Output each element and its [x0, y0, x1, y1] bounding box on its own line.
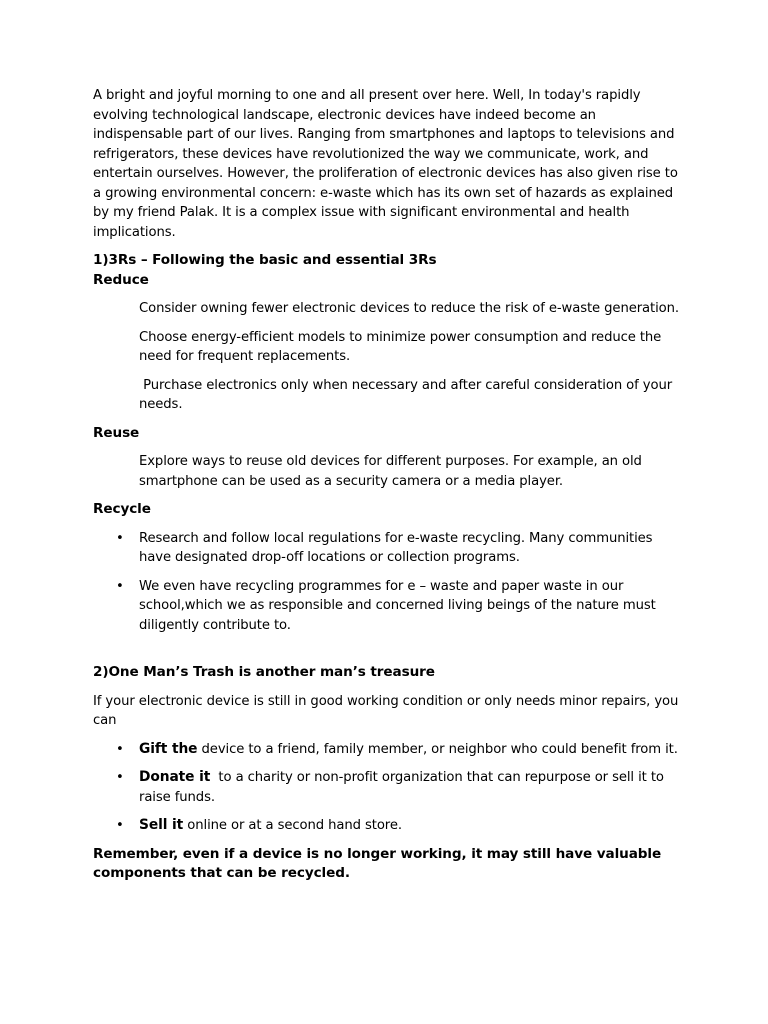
option-donate — [139, 768, 683, 807]
recycle-list — [93, 529, 683, 636]
option-lead: Gift the — [139, 740, 198, 757]
intro-paragraph: A bright and joyful morning to one and all present over here. Well, In today's rapidly evolving technological landscape, electronic devices have indeed become an indispensable part of our lives. Ranging from smartphones and laptops to televisions and refrigerators, these devices have revolutionized the way we communicate, work, and entertain ourselves. However, the proliferation of electronic devices has also given rise to a growing environmental concern: e-waste which has its own set of hazards as explained by my friend Palak. It is a complex issue with significant environmental and health implications. — [93, 88, 678, 240]
reduce-item: Consider owning fewer electronic devices to reduce the risk of e-waste generation. — [139, 301, 679, 316]
recycle-list-item: • Research and follow local regulations for e-waste recycling. Many communities have designated drop-off locations or collection programs. — [139, 529, 683, 568]
option-text: device to a friend, family member, or neighbor who could benefit from it. — [197, 741, 678, 757]
reuse-options-list — [93, 740, 683, 836]
section-2-title: 2)One Man’s Trash is another man’s treasure — [93, 664, 435, 680]
closing-remark: Remember, even if a device is no longer working, it may still have valuable components that can be recycled. — [93, 845, 662, 881]
recycle-heading: Recycle — [93, 501, 151, 517]
reuse-item: Explore ways to reuse old devices for different purposes. For example, an old smartphone can be used as a security camera or a media player. — [139, 454, 642, 489]
recycle-list-item: • We even have recycling programmes for e – waste and paper waste in our school,which we as responsible and concerned living beings of the nature must diligently contribute to. — [139, 577, 683, 636]
section-2-intro: If your electronic device is still in good working condition or only needs minor repairs, you can — [93, 693, 679, 728]
reduce-heading: Reduce — [93, 271, 149, 288]
option-text: to a charity or non-profit organization that can repurpose or sell it to raise funds. — [139, 770, 668, 805]
option-gift — [139, 740, 683, 760]
option-text: online or at a second hand store. — [183, 818, 402, 833]
reduce-item: Purchase electronics only when necessary and after careful consideration of your needs. — [139, 377, 677, 412]
section-1-title: 1)3Rs – Following the basic and essential 3Rs — [93, 252, 437, 268]
option-lead: Donate it — [139, 769, 211, 785]
option-sell — [139, 816, 683, 836]
reduce-item: Choose energy-efficient models to minimize power consumption and reduce the need for frequent replacements. — [139, 329, 662, 364]
reuse-heading: Reuse — [93, 424, 140, 441]
option-lead: Sell it — [139, 817, 184, 833]
document-body — [93, 86, 683, 884]
